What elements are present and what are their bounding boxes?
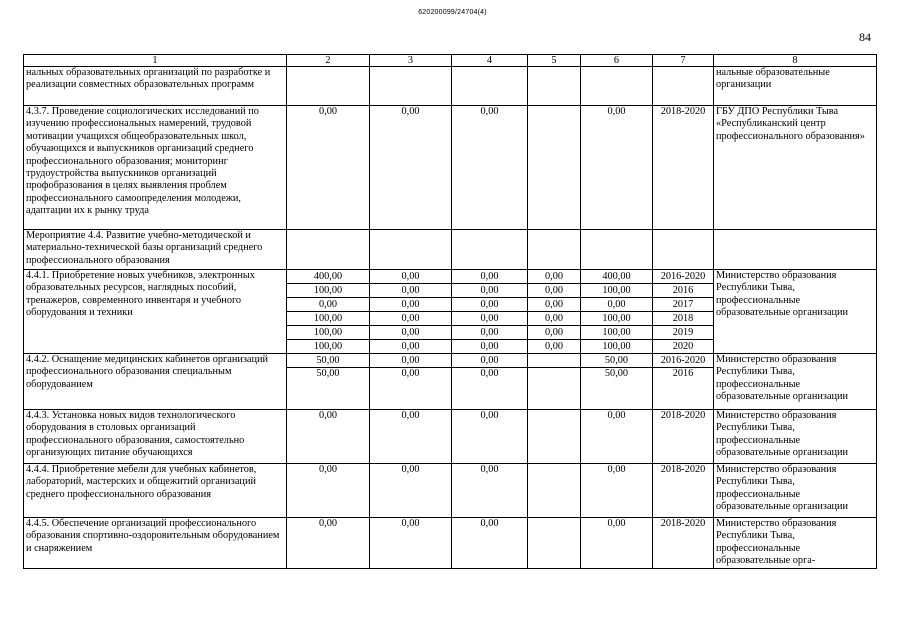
amount-municipal [528,368,581,410]
column-header: 2 [287,55,370,67]
executor: Министерство образования Республики Тыва, профессиональные образовательные организации [714,464,877,518]
table-row [24,518,877,569]
amount-municipal [528,464,581,518]
amount-federal: 0,00 [370,270,452,284]
amount-total [287,67,370,106]
amount-other [581,230,653,270]
amount-municipal [528,518,581,569]
column-header: 3 [370,55,452,67]
measure-name: 4.4.4. Приобретение мебели для учебных кабинетов, лабораторий, мастерских и общежитий организаций среднего профессионального образования [24,464,287,518]
amount-total: 100,00 [287,284,370,298]
amount-other: 0,00 [581,464,653,518]
executor: ГБУ ДПО Республики Тыва «Республиканский центр профессионального образования» [714,106,877,230]
measure-name: 4.4.2. Оснащение медицинских кабинетов организаций профессионального образования специальным оборудованием [24,354,287,410]
page-number: 84 [859,30,871,44]
executor: Министерство образования Республики Тыва, профессиональные образовательные орга- [714,518,877,569]
amount-other: 400,00 [581,270,653,284]
amount-other: 100,00 [581,284,653,298]
executor: Министерство образования Республики Тыва, профессиональные образовательные организации [714,410,877,464]
amount-total: 400,00 [287,270,370,284]
measure-name: 4.4.1. Приобретение новых учебников, электронных образовательных ресурсов, наглядных пособий, тренажеров, современного инвентаря и учебного оборудования и техники [24,270,287,354]
amount-regional: 0,00 [452,312,528,326]
amount-federal: 0,00 [370,312,452,326]
period: 2019 [653,326,714,340]
column-header: 1 [24,55,287,67]
table-row [24,106,877,230]
amount-other: 0,00 [581,518,653,569]
amount-total: 100,00 [287,312,370,326]
period: 2018-2020 [653,410,714,464]
amount-federal: 0,00 [370,354,452,368]
amount-other: 0,00 [581,106,653,230]
amount-regional: 0,00 [452,340,528,354]
amount-total: 100,00 [287,340,370,354]
amount-federal: 0,00 [370,464,452,518]
period: 2016 [653,284,714,298]
amount-federal: 0,00 [370,410,452,464]
amount-federal: 0,00 [370,106,452,230]
amount-municipal: 0,00 [528,270,581,284]
amount-regional: 0,00 [452,106,528,230]
period: 2018 [653,312,714,326]
executor: Министерство образования Республики Тыва, профессиональные образовательные организации [714,354,877,410]
period [653,67,714,106]
executor [714,230,877,270]
column-header: 6 [581,55,653,67]
table-row [24,464,877,518]
column-header-row [24,55,877,67]
amount-other: 0,00 [581,298,653,312]
amount-municipal: 0,00 [528,298,581,312]
amount-other: 50,00 [581,354,653,368]
amount-regional: 0,00 [452,368,528,410]
period: 2017 [653,298,714,312]
amount-federal: 0,00 [370,298,452,312]
amount-other: 100,00 [581,312,653,326]
table-row [24,270,877,284]
period: 2018-2020 [653,106,714,230]
executor: нальные образовательные организации [714,67,877,106]
amount-federal: 0,00 [370,326,452,340]
amount-municipal [528,354,581,368]
period [653,230,714,270]
period: 2016 [653,368,714,410]
measure-name: нальных образовательных организаций по разработке и реализации совместных образовательных программ [24,67,287,106]
column-header: 4 [452,55,528,67]
amount-municipal: 0,00 [528,326,581,340]
measure-name: 4.4.3. Установка новых видов технологического оборудования в столовых организаций профессионального образования, самостоятельно организующих питание обучающихся [24,410,287,464]
period: 2020 [653,340,714,354]
amount-total: 50,00 [287,354,370,368]
amount-other: 50,00 [581,368,653,410]
table-row [24,67,877,106]
table-row [24,410,877,464]
table-row [24,354,877,368]
amount-total [287,230,370,270]
amount-regional: 0,00 [452,354,528,368]
column-header: 7 [653,55,714,67]
period: 2016-2020 [653,270,714,284]
amount-regional: 0,00 [452,518,528,569]
amount-municipal: 0,00 [528,312,581,326]
amount-regional: 0,00 [452,284,528,298]
amount-total: 0,00 [287,410,370,464]
column-header: 8 [714,55,877,67]
amount-federal: 0,00 [370,284,452,298]
amount-regional: 0,00 [452,326,528,340]
table-row [24,230,877,270]
measure-name: 4.4.5. Обеспечение организаций профессионального образования спортивно-оздоровительным оборудованием и снаряжением [24,518,287,569]
amount-total: 50,00 [287,368,370,410]
amount-regional: 0,00 [452,464,528,518]
amount-municipal [528,106,581,230]
amount-federal: 0,00 [370,518,452,569]
amount-total: 0,00 [287,106,370,230]
amount-total: 0,00 [287,298,370,312]
amount-municipal [528,230,581,270]
measure-name: 4.3.7. Проведение социологических исследований по изучению профессиональных намерений, трудовой мотивации учащихся общеобразовательных школ, обучающихся и выпускников организаций среднего профессионального образования; мониторинг трудоустройства выпускников организаций профобразования в целях выявления проблем профессионального самоопределения молодежи, адаптации их к рынку труда [24,106,287,230]
amount-municipal: 0,00 [528,284,581,298]
program-table [23,54,877,569]
amount-other: 0,00 [581,410,653,464]
period: 2016-2020 [653,354,714,368]
amount-other: 100,00 [581,326,653,340]
amount-municipal [528,410,581,464]
amount-regional: 0,00 [452,270,528,284]
amount-total: 0,00 [287,518,370,569]
amount-regional: 0,00 [452,410,528,464]
measure-name: Мероприятие 4.4. Развитие учебно-методической и материально-технической базы организаций среднего профессионального образования [24,230,287,270]
executor: Министерство образования Республики Тыва, профессиональные образовательные организации [714,270,877,354]
amount-total: 100,00 [287,326,370,340]
amount-other [581,67,653,106]
amount-regional: 0,00 [452,298,528,312]
period: 2018-2020 [653,518,714,569]
column-header: 5 [528,55,581,67]
amount-other: 100,00 [581,340,653,354]
period: 2018-2020 [653,464,714,518]
amount-total: 0,00 [287,464,370,518]
amount-municipal [528,67,581,106]
amount-federal [370,67,452,106]
amount-federal: 0,00 [370,340,452,354]
amount-regional [452,230,528,270]
amount-municipal: 0,00 [528,340,581,354]
amount-regional [452,67,528,106]
document-number: 620200099/24704(4) [418,9,487,16]
amount-federal [370,230,452,270]
amount-federal: 0,00 [370,368,452,410]
